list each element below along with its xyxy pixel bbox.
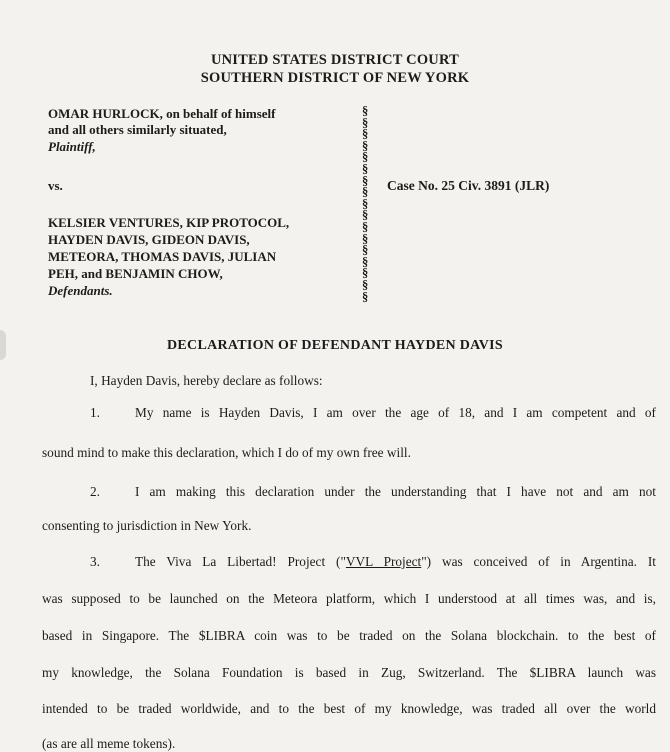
section-symbol: § [362, 127, 369, 142]
plaintiff-class: and all others similarly situated, [48, 122, 227, 137]
paragraph-3-line6: (as are all meme tokens). [42, 736, 176, 751]
case-number: Case No. 25 Civ. 3891 (JLR) [387, 178, 550, 193]
section-symbol-column [362, 106, 374, 303]
paragraph-3-line1: The Viva La Libertad! Project ("VVL Project") was conceived of in Argentina. It [135, 554, 656, 569]
court-name-line1: UNITED STATES DISTRICT COURT [210, 52, 460, 68]
defendants-line1: KELSIER VENTURES, KIP PROTOCOL, [48, 215, 290, 230]
plaintiff-role: Plaintiff, [48, 139, 96, 154]
section-symbol: § [362, 219, 369, 234]
paragraph-3-line5: intended to be traded worldwide, and to the best of my knowledge, was traded all over the world [42, 701, 656, 716]
section-symbol: § [362, 243, 369, 258]
paragraph-2-line2: consenting to jurisdiction in New York. [42, 518, 252, 533]
intro-line: I, Hayden Davis, hereby declare as follows: [90, 373, 323, 388]
paragraph-1-line2: sound mind to make this declaration, which I do of my own free will. [42, 445, 411, 460]
paragraph-3-line2: was supposed to be launched on the Meteora platform, which I understood at all times was, and is, [42, 591, 656, 606]
section-symbol: § [362, 208, 369, 223]
vvl-project-term: VVL Project [345, 554, 422, 569]
court-name-line2: SOUTHERN DISTRICT OF NEW YORK [200, 70, 470, 86]
defendants-role: Defendants. [48, 283, 113, 298]
paragraph-1-number: 1. [90, 405, 100, 420]
declaration-title: DECLARATION OF DEFENDANT HAYDEN DAVIS [166, 338, 503, 353]
defendants-line2: HAYDEN DAVIS, GIDEON DAVIS, [48, 232, 250, 247]
section-symbol: § [362, 161, 369, 176]
paragraph-2-number: 2. [90, 484, 100, 499]
versus-label: vs. [48, 178, 63, 193]
defendants-line3: METEORA, THOMAS DAVIS, JULIAN [48, 249, 277, 264]
section-symbol: § [362, 138, 369, 153]
section-symbol: § [362, 196, 369, 211]
section-symbol: § [362, 231, 369, 246]
paragraph-3-number: 3. [90, 554, 100, 569]
section-symbol: § [362, 277, 369, 292]
section-symbol: § [362, 173, 369, 188]
section-symbol: § [362, 115, 369, 130]
section-symbol: § [362, 104, 369, 118]
paragraph-2-line1: I am making this declaration under the understanding that I have not and am not [135, 484, 656, 499]
paragraph-1-line1: My name is Hayden Davis, I am over the age of 18, and I am competent and of [135, 405, 656, 420]
paragraph-3-line4: my knowledge, the Solana Foundation is based in Zug, Switzerland. The $LIBRA launch was [42, 665, 656, 680]
defendants-line4: PEH, and BENJAMIN CHOW, [48, 266, 223, 281]
section-symbol: § [362, 185, 369, 200]
paragraph-3-line3: based in Singapore. The $LIBRA coin was to be traded on the Solana blockchain. to the best of [42, 628, 656, 643]
section-symbol: § [362, 150, 369, 165]
section-symbol: § [362, 254, 369, 269]
section-symbol: § [362, 289, 369, 304]
plaintiff-name: OMAR HURLOCK, on behalf of himself [48, 106, 276, 121]
section-symbol: § [362, 266, 369, 281]
